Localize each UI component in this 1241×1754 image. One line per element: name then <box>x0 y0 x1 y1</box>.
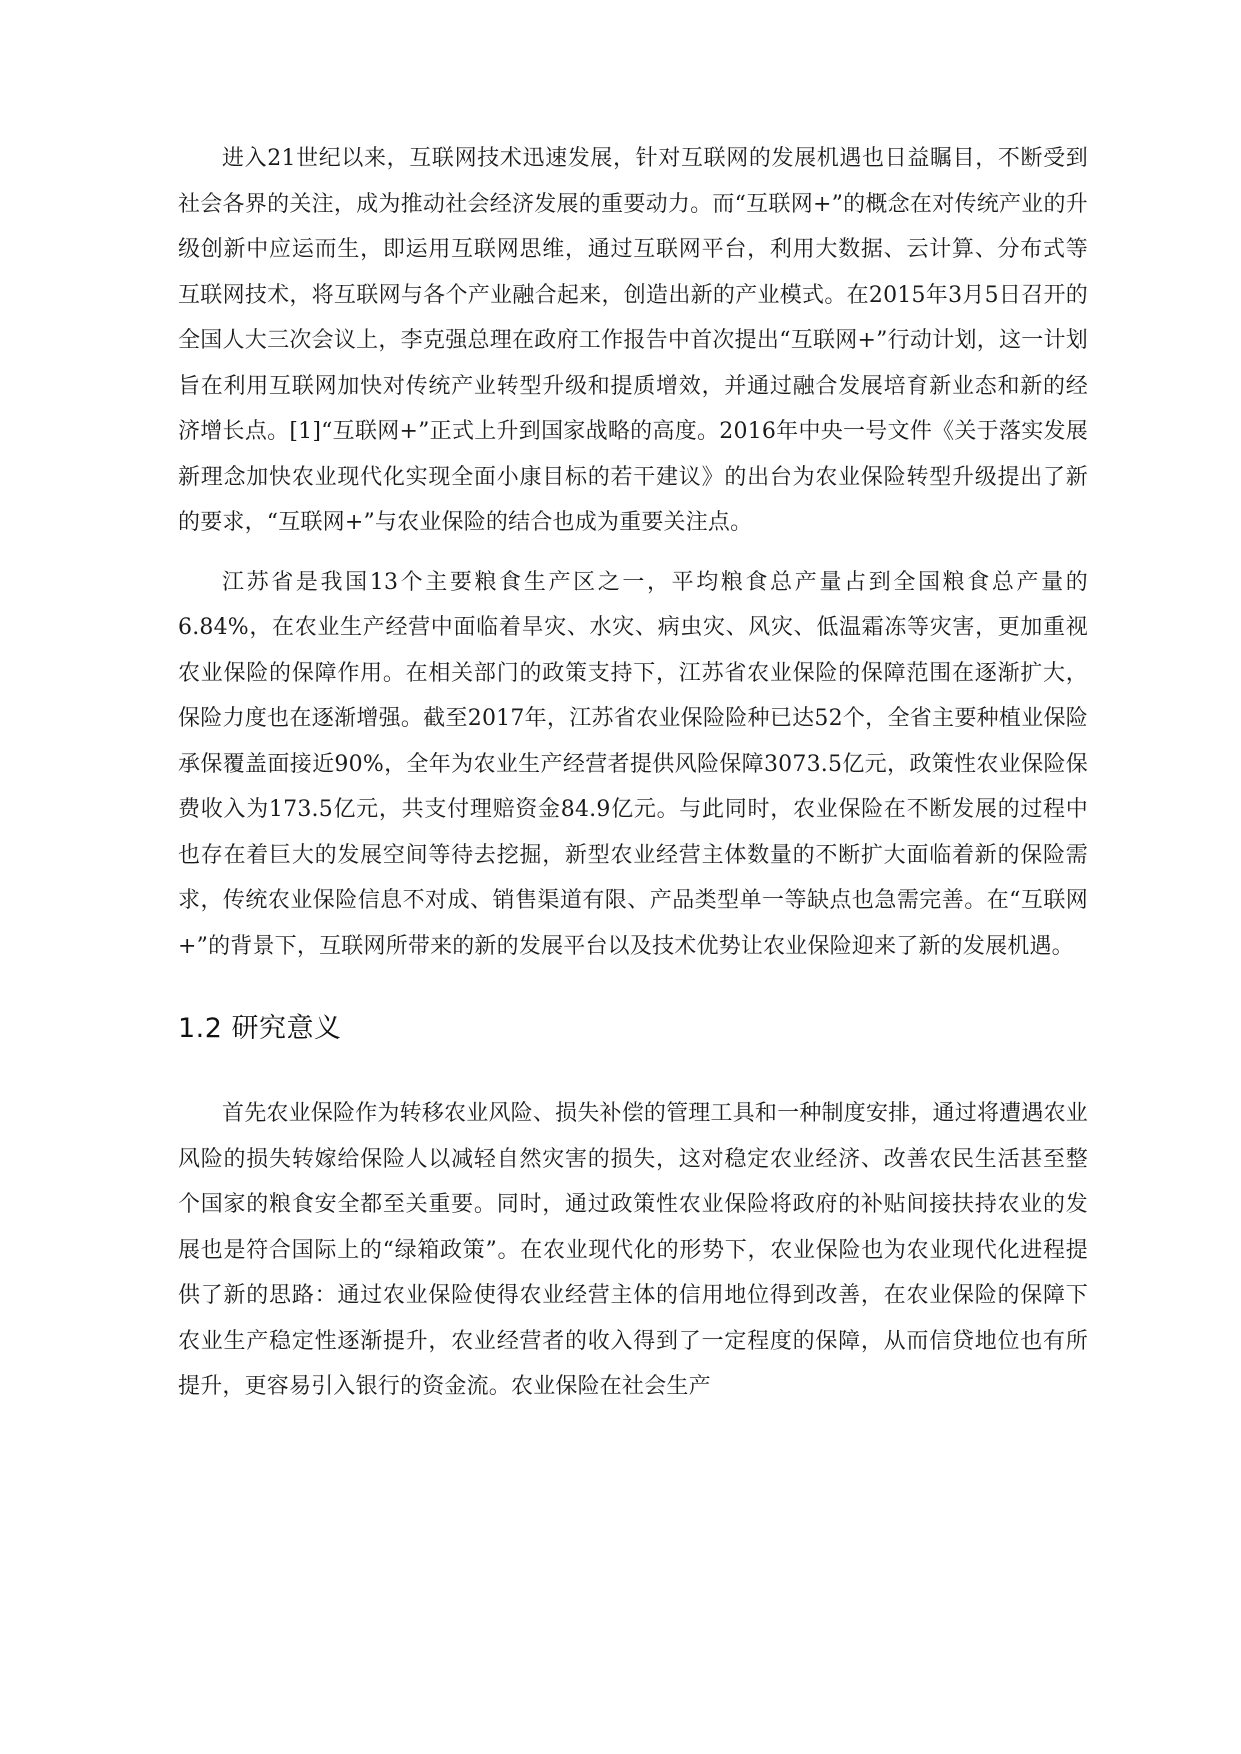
body-paragraph-2: 江苏省是我国13个主要粮食生产区之一，平均粮食总产量占到全国粮食总产量的6.84%，在农业生产经营中面临着旱灾、水灾、病虫灾、风灾、低温霜冻等灾害，更加重视农业保险的保障作用。在相关部门的政策支持下，江苏省农业保险的保障范围在逐渐扩大，保险力度也在逐渐增强。截至2017年，江苏省农业保险险种已达52个，全省主要种植业保险承保覆盖面接近90%，全年为农业生产经营者提供风险保障3073.5亿元，政策性农业保险保费收入为173.5亿元，共支付理赔资金84.9亿元。与此同时，农业保险在不断发展的过程中也存在着巨大的发展空间等待去挖掘，新型农业经营主体数量的不断扩大面临着新的保险需求，传统农业保险信息不对成、销售渠道有限、产品类型单一等缺点也急需完善。在“互联网+”的背景下，互联网所带来的新的发展平台以及技术优势让农业保险迎来了新的发展机遇。 <box>178 569 1088 959</box>
section-heading: 1.2 研究意义 <box>178 1013 342 1044</box>
document-body <box>178 136 1088 1410</box>
body-paragraph-3: 首先农业保险作为转移农业风险、损失补偿的管理工具和一种制度安排，通过将遭遇农业风险的损失转嫁给保险人以减轻自然灾害的损失，这对稳定农业经济、改善农民生活甚至整个国家的粮食安全都至关重要。同时，通过政策性农业保险将政府的补贴间接扶持农业的发展也是符合国际上的“绿箱政策”。在农业现代化的形势下，农业保险也为农业现代化进程提供了新的思路：通过农业保险使得农业经营主体的信用地位得到改善，在农业保险的保障下农业生产稳定性逐渐提升，农业经营者的收入得到了一定程度的保障，从而信贷地位也有所提升，更容易引入银行的资金流。农业保险在社会生产 <box>178 1101 1088 1399</box>
body-paragraph-1: 进入21世纪以来，互联网技术迅速发展，针对互联网的发展机遇也日益瞩目，不断受到社会各界的关注，成为推动社会经济发展的重要动力。而“互联网+”的概念在对传统产业的升级创新中应运而生，即运用互联网思维，通过互联网平台，利用大数据、云计算、分布式等互联网技术，将互联网与各个产业融合起来，创造出新的产业模式。在2015年3月5日召开的全国人大三次会议上，李克强总理在政府工作报告中首次提出“互联网+”行动计划，这一计划旨在利用互联网加快对传统产业转型升级和提质增效，并通过融合发展培育新业态和新的经济增长点。[1]“互联网+”正式上升到国家战略的高度。2016年中央一号文件《关于落实发展新理念加快农业现代化实现全面小康目标的若干建议》的出台为农业保险转型升级提出了新的要求，“互联网+”与农业保险的结合也成为重要关注点。 <box>178 146 1088 535</box>
